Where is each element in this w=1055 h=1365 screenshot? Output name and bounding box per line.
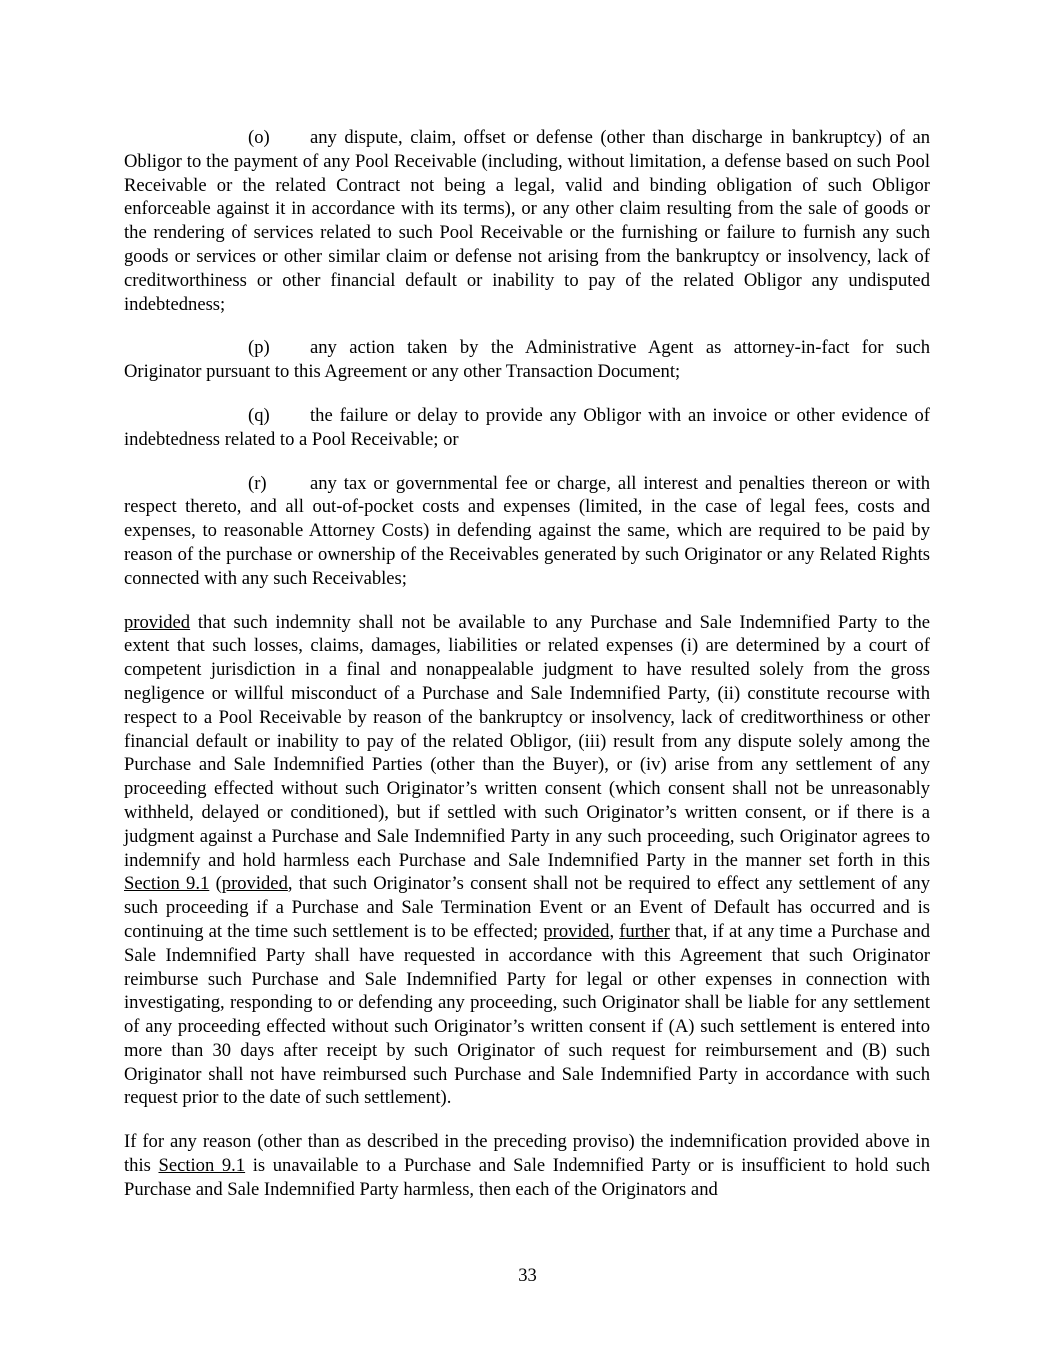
clause-o	[124, 126, 930, 316]
proviso-text: (	[209, 873, 222, 895]
further-term: further	[619, 920, 670, 942]
section-reference: Section 9.1	[158, 1155, 246, 1177]
proviso-text: that, if at any time a Purchase and Sale Indemnified Party shall have requested in accordance with this Agreement that such Originator reimburse such Purchase and Sale Indemnified Party for legal or other expenses in connection with investigating, responding to or defending any proceeding, such Originator shall be liable for any settlement of any proceeding effected without such Originator’s written consent if (A) such settlement is entered into more than 30 days after receipt by such Originator of such request for reimbursement and (B) such Originator shall not have reimbursed such Purchase and Sale Indemnified Party in accordance with such request prior to the date of such settlement).	[124, 920, 931, 1109]
clause-text: the failure or delay to provide any Obligor with an invoice or other evidence of indebtedness related to a Pool Receivable; or	[124, 404, 930, 450]
clause-label: (q)	[248, 404, 270, 426]
provided-term: provided	[124, 611, 191, 633]
clause-text: any action taken by the Administrative Agent as attorney-in-fact for such Originator pursuant to this Agreement or any other Transaction Document;	[124, 337, 930, 383]
clause-label: (p)	[248, 337, 270, 359]
clause-r	[124, 472, 930, 591]
final-text: If for any reason (other than as described in the preceding proviso) the indemnification provided above in this	[124, 1131, 930, 1177]
clause-text: any tax or governmental fee or charge, all interest and penalties thereon or with respect thereto, and all out-of-pocket costs and expenses (limited, in the case of legal fees, costs and expenses, to reasonable Attorney Costs) in defending against the same, which are required to be paid by reason of the purchase or ownership of the Receivables generated by such Originator or any Related Rights connected with any such Receivables;	[124, 472, 930, 589]
section-reference: Section 9.1	[124, 873, 210, 895]
final-text: is unavailable to a Purchase and Sale Indemnified Party or is insufficient to hold such Purchase and Sale Indemnified Party harmless, then each of the Originators and	[124, 1155, 930, 1200]
proviso-text: that such indemnity shall not be available to any Purchase and Sale Indemnified Party to the extent that such losses, claims, damages, liabilities or related expenses (i) are determined by a court of competent jurisdiction in a final and nonappealable judgment to have resulted solely from the gross negligence or willful misconduct of a Purchase and Sale Indemnified Party, (ii) constitute recourse with respect to a Pool Receivable by reason of the bankruptcy or insolvency, lack of creditworthiness or other financial default or inability to pay of the related Obligor, (iii) result from any dispute solely among the Purchase and Sale Indemnified Parties (other than the Buyer), or (iv) arise from any settlement of any proceeding effected without such Originator’s written consent (which consent shall not be unreasonably withheld, delayed or conditioned), but if settled with such Originator’s written consent, or if there is a judgment against a Purchase and Sale Indemnified Party in any such proceeding, such Originator agrees to indemnify and hold harmless each Purchase and Sale Indemnified Party in the manner set forth in this	[124, 611, 930, 871]
clause-q	[124, 404, 930, 452]
provided-term: provided	[221, 873, 288, 895]
clause-text: any dispute, claim, offset or defense (other than discharge in bankruptcy) of an Obligor to the payment of any Pool Receivable (including, without limitation, a defense based on such Pool Receivable or the related Contract not being a legal, valid and binding obligation of such Obligor enforceable against it in accordance with its terms), or any other claim resulting from the sale of goods or the rendering of services related to such Pool Receivable or the furnishing or failure to furnish any such goods or services or other similar claim or defense not arising from the bankruptcy or insolvency, lack of creditworthiness or other financial default or inability to pay of the related Obligor any undisputed indebtedness;	[124, 127, 930, 315]
clause-p	[124, 336, 930, 384]
document-page	[124, 126, 930, 1222]
proviso-text: , that such Originator’s consent shall not be required to effect any settlement of any such proceeding if a Purchase and Sale Termination Event or an Event of Default has occurred and is continuing at the time such settlement is to be effected;	[124, 873, 930, 942]
proviso-text: ,	[609, 920, 620, 942]
clause-label: (r)	[248, 472, 267, 494]
provided-term: provided	[543, 920, 610, 942]
proviso-paragraph	[124, 611, 930, 1111]
clause-label: (o)	[248, 127, 270, 148]
final-paragraph	[124, 1130, 930, 1201]
page-number: 33	[518, 1265, 537, 1286]
